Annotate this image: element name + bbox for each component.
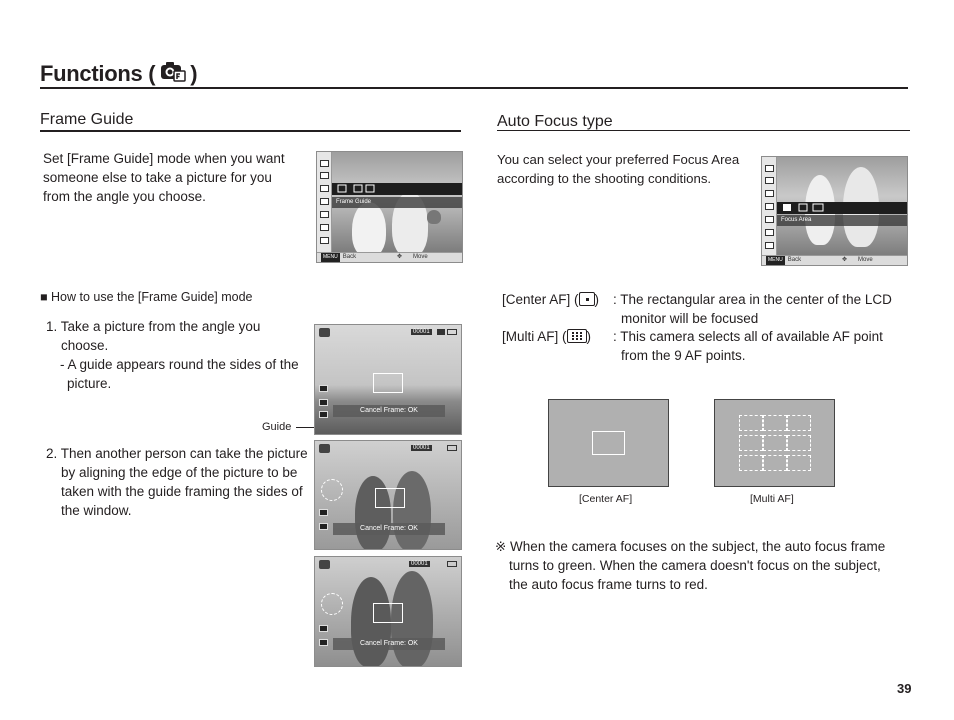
multi-af-illustration (714, 399, 835, 487)
frame-guide-heading: Frame Guide (40, 111, 134, 128)
menu-back-label: Back (342, 254, 357, 260)
center-af-frame (592, 431, 625, 455)
auto-focus-intro (497, 150, 739, 188)
desc-line: from the 9 AF points. (621, 348, 746, 363)
page-number: 39 (897, 681, 912, 696)
center-af-desc (613, 290, 892, 328)
step-line: 1. Take a picture from the angle you (46, 319, 261, 334)
step-line: by aligning the edge of the picture to be (61, 465, 298, 480)
intro-line: someone else to take a picture for you (43, 170, 272, 185)
menu-selection-bar (332, 183, 462, 195)
auto-focus-rule (497, 130, 910, 131)
note-line: the auto focus frame turns to red. (509, 577, 708, 592)
frame-guide-rule (40, 130, 461, 132)
frame-guide-intro (43, 149, 285, 206)
step-line: - A guide appears round the sides of the (60, 357, 299, 372)
shot-counter: 00001 (411, 561, 428, 567)
desc-line: monitor will be focused (621, 311, 759, 326)
menu-move-label: Move (858, 257, 873, 263)
step-2 (46, 444, 308, 520)
auto-focus-heading: Auto Focus type (497, 113, 613, 130)
shot-counter: 00001 (413, 445, 430, 451)
multi-af-desc (613, 327, 883, 365)
menu-icon-column (762, 157, 777, 255)
menu-footer (762, 255, 907, 265)
guide-frame (373, 373, 403, 393)
move-icon: ✥ (397, 254, 403, 260)
page-title (40, 60, 197, 88)
title-prefix: Functions ( (40, 61, 156, 86)
multi-af-close: ) (586, 329, 592, 344)
step-line: choose. (61, 338, 109, 353)
title-rule (40, 87, 908, 89)
shot-counter: 00001 (413, 329, 430, 335)
center-af-close: ) (594, 292, 600, 307)
multi-af-label: [Multi AF] ( (502, 329, 567, 344)
note-line: turns to green. When the camera doesn't focus on the subject, (509, 558, 881, 573)
title-suffix: ) (190, 61, 198, 86)
center-af-label-row (502, 290, 599, 309)
step-line: the window. (61, 503, 132, 518)
menu-key: MENU (768, 257, 783, 263)
center-af-label: [Center AF] ( (502, 292, 579, 307)
step-1 (46, 317, 299, 393)
menu-footer (317, 252, 462, 262)
live-screen-aligned (314, 556, 462, 667)
center-af-caption: [Center AF] (579, 493, 633, 505)
intro-line: Set [Frame Guide] mode when you want (43, 151, 285, 166)
step-line: 2. Then another person can take the picture (46, 446, 308, 461)
guide-label: Guide (262, 421, 292, 433)
step-line: picture. (67, 376, 112, 391)
intro-line: You can select your preferred Focus Area (497, 152, 740, 167)
menu-move-label: Move (413, 254, 428, 260)
menu-back-label: Back (787, 257, 802, 263)
howto-title: ■ How to use the [Frame Guide] mode (40, 290, 253, 304)
menu-selection-bar (777, 202, 907, 214)
intro-line: according to the shooting conditions. (497, 171, 712, 186)
menu-icon-column (317, 152, 332, 252)
menu-sub-label: Focus Area (777, 215, 907, 226)
cancel-frame-bar: Cancel Frame: OK (333, 405, 445, 417)
cancel-frame-bar: Cancel Frame: OK (333, 523, 445, 535)
live-screen-sea (314, 324, 462, 435)
desc-line: : This camera selects all of available AF point (613, 329, 883, 344)
multi-af-caption: [Multi AF] (750, 493, 794, 505)
camera-settings-icon (160, 60, 186, 88)
step-line: taken with the guide framing the sides of (61, 484, 303, 499)
menu-key: MENU (323, 254, 338, 260)
menu-sub-label: Frame Guide (332, 197, 462, 208)
multi-af-icon (567, 329, 587, 343)
center-af-illustration (548, 399, 669, 487)
live-screen-couple (314, 440, 462, 550)
cancel-frame-bar: Cancel Frame: OK (333, 638, 445, 650)
intro-line: from the angle you choose. (43, 189, 206, 204)
focus-area-menu-screen (761, 156, 908, 266)
guide-frame (373, 603, 403, 623)
center-af-icon (579, 292, 595, 306)
guide-frame (375, 488, 405, 508)
af-note (495, 537, 885, 594)
note-line: ※ When the camera focuses on the subject, the auto focus frame (495, 539, 886, 554)
multi-af-label-row (502, 327, 591, 346)
desc-line: : The rectangular area in the center of the LCD (613, 292, 892, 307)
move-icon: ✥ (842, 257, 848, 263)
frame-guide-menu-screen (316, 151, 463, 263)
